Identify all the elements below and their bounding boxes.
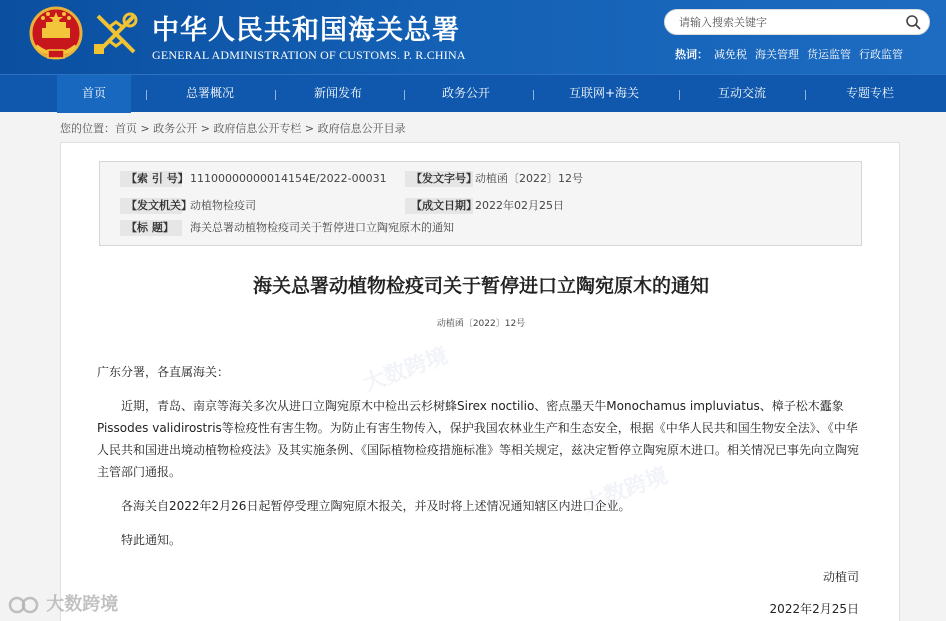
hot-word-link[interactable]: 行政监管 [859,48,903,61]
search-input[interactable] [679,13,899,31]
watermark: 大数跨境 [360,343,452,398]
date-key: 【成文日期】 [405,198,473,214]
issuing-org-value: 动植物检疫司 [190,199,256,212]
document-number: 动植函〔2022〕12号 [436,319,526,329]
breadcrumb-separator: > [197,122,214,135]
hot-words-label: 热词： [675,48,708,61]
breadcrumb-prefix: 您的位置： [60,122,115,135]
title-value: 海关总署动植物检疫司关于暂停进口立陶宛原木的通知 [190,221,454,234]
customs-logo-icon[interactable] [90,8,142,60]
issuing-org-key: 【发文机关】 [120,198,182,214]
breadcrumb-link[interactable]: 政府信息公开目录 [317,122,406,135]
watermark-logo [8,590,118,616]
nav-item-overview[interactable]: 总署概况 [185,86,234,100]
nav-separator [533,90,534,100]
nav-separator [404,90,405,100]
body-paragraph: 近期，青岛、南京等海关多次从进口立陶宛原木中检出云杉树蜂Sirex noctilio、密点墨天牛Monochamus impluviatus、樟子松木蠹象Pissodes validirostris等检疫性有害生物。为防止有害生物传入，保护我国农林业生产和生态安全，根据《中华人民共和国生物安全法》、《中华人民共和国进出境动植物检疫法》及其实施条例、《国际植物检疫措施标准》等相关规定，兹决定暂停立陶宛原木进口。相关情况已事先向立陶宛主管部门通报。 [97,399,860,479]
doc-number-value: 动植函〔2022〕12号 [475,172,583,185]
breadcrumb [60,120,406,136]
breadcrumb-separator: > [137,122,154,135]
nav-item-internet-customs[interactable]: 互联网+海关 [568,86,640,100]
date-value: 2022年02月25日 [475,199,564,212]
breadcrumb-separator: > [301,122,318,135]
site-title-cn: 中华人民共和国海关总署 [152,15,460,46]
title-key: 【标 题】 [120,220,182,236]
issue-date: 2022年2月25日 [769,602,859,616]
nav-separator [275,90,276,100]
site-header [0,0,946,74]
hot-word-link[interactable]: 货运监管 [807,48,851,61]
nav-item-home[interactable]: 首页 [57,75,131,113]
nav-item-news[interactable]: 新闻发布 [313,86,362,100]
watermark-logo-icon [8,595,40,615]
article-container [60,142,900,621]
main-nav [0,74,946,112]
breadcrumb-link[interactable]: 政府信息公开专栏 [213,122,302,135]
breadcrumb-link[interactable]: 首页 [115,122,137,135]
document-title: 海关总署动植物检疫司关于暂停进口立陶宛原木的通知 [252,275,709,297]
metadata-table [99,161,862,246]
nav-item-interaction[interactable]: 互动交流 [717,86,766,100]
watermark-logo-text: 大数跨境 [46,594,119,615]
doc-number-key: 【发文字号】 [405,171,473,187]
search-icon[interactable] [905,14,921,30]
search-box [664,9,930,35]
closing-line: 特此通知。 [121,533,182,547]
index-key: 【索 引 号】 [120,171,182,187]
nav-separator [679,90,680,100]
nav-separator [146,90,147,100]
body-paragraph: 各海关自2022年2月26日起暂停受理立陶宛原木报关，并及时将上述情况通知辖区内进口企业。 [121,499,631,513]
hot-words [675,46,911,62]
nav-item-special-topics[interactable]: 专题专栏 [845,86,894,100]
nav-separator [805,90,806,100]
site-title-en: GENERAL ADMINISTRATION OF CUSTOMS. P. R.CHINA [152,48,466,62]
index-value: 11100000000014154E/2022-00031 [190,172,387,185]
national-emblem-icon[interactable] [28,6,84,64]
hot-word-link[interactable]: 减免税 [714,48,747,61]
signature: 动植司 [822,570,859,584]
nav-item-government-affairs[interactable]: 政务公开 [441,86,490,100]
breadcrumb-link[interactable]: 政务公开 [153,122,198,135]
watermark: 大数跨境 [580,463,672,518]
salutation: 广东分署，各直属海关： [97,365,230,379]
hot-word-link[interactable]: 海关管理 [755,48,799,61]
